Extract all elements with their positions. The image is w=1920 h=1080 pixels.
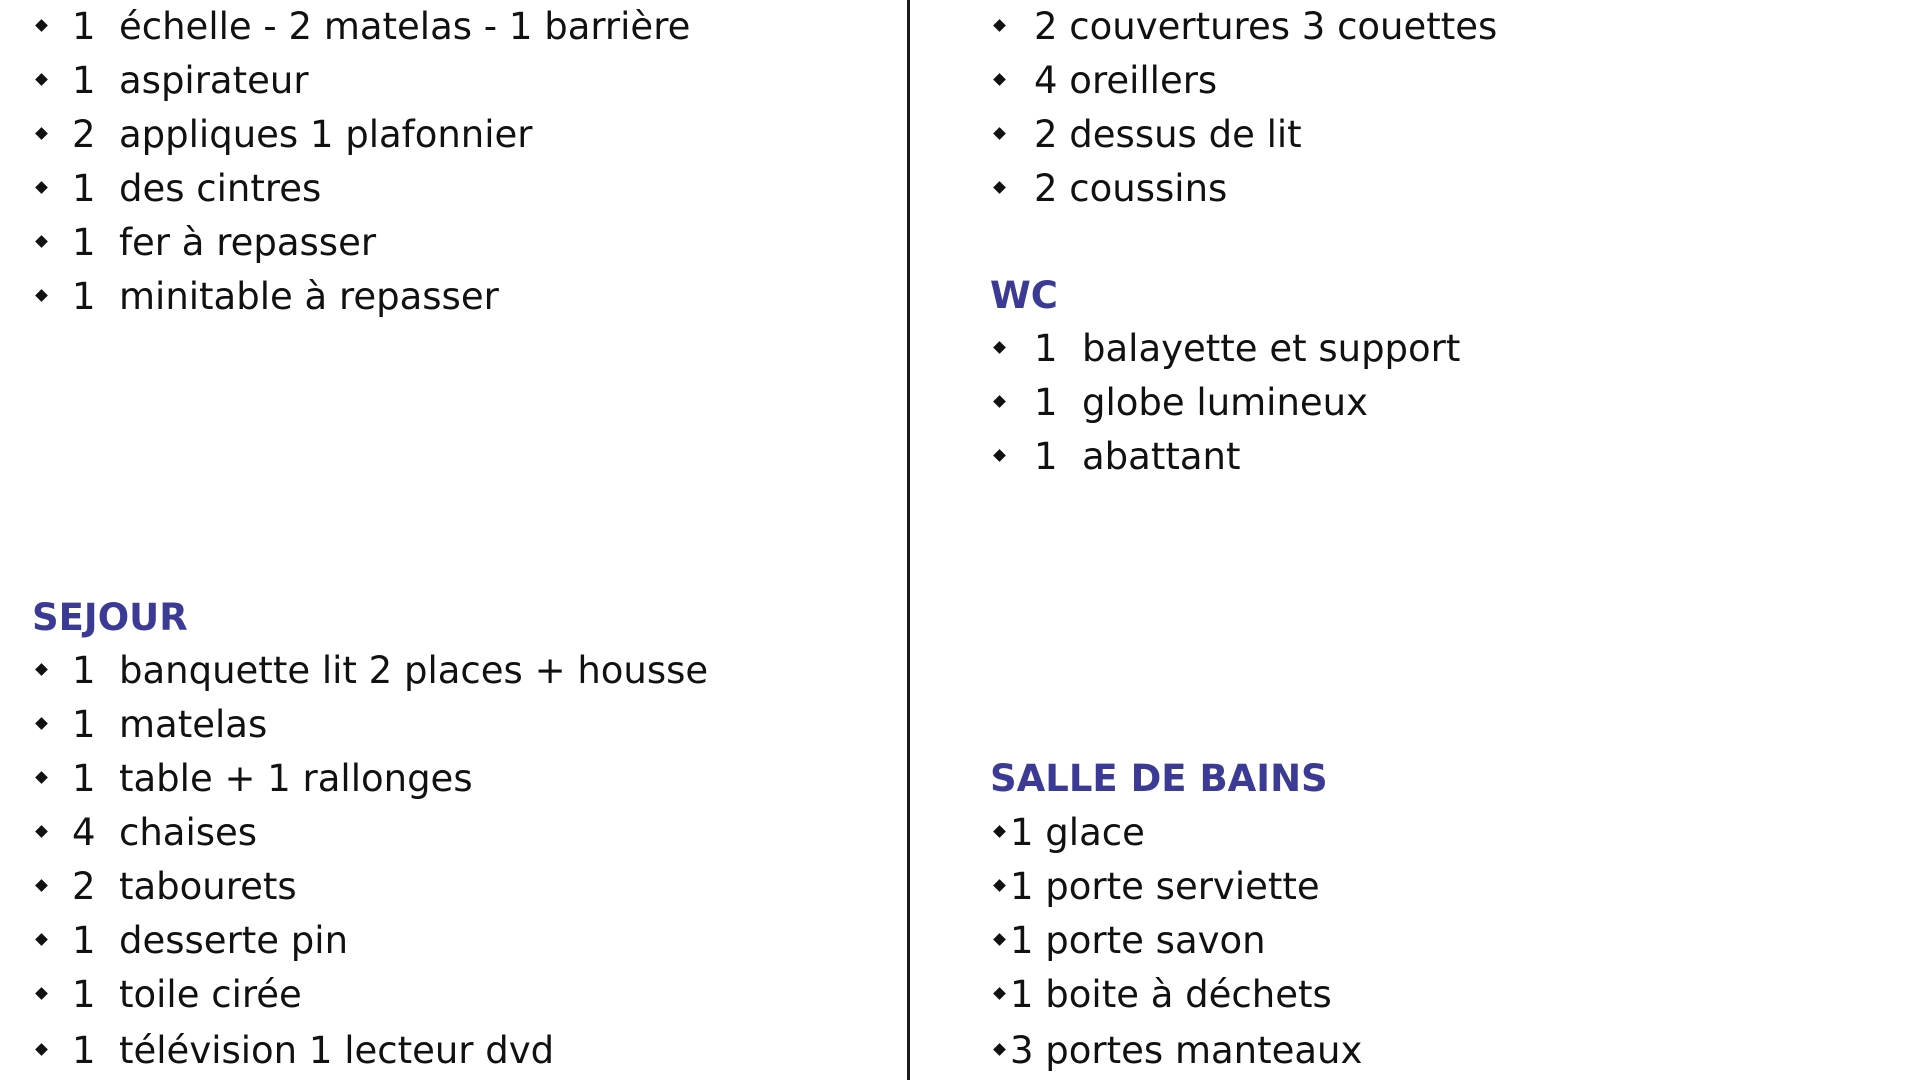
diamond-bullet-icon (990, 914, 1010, 968)
item-quantity: 2 (72, 865, 96, 908)
section-heading-salle-de-bains: SALLE DE BAINS (990, 757, 1328, 800)
item-label: 2 couvertures 3 couettes (1034, 5, 1498, 48)
item-label: fer à repasser (119, 221, 377, 264)
item-quantity: 1 (72, 221, 96, 264)
item-label: des cintres (119, 167, 322, 210)
diamond-bullet-icon (990, 376, 1010, 430)
diamond-bullet-icon (32, 0, 52, 54)
item-label: 2 coussins (1034, 167, 1228, 210)
diamond-bullet-icon (990, 108, 1010, 162)
section-heading-sejour: SEJOUR (32, 596, 188, 639)
diamond-bullet-icon (32, 968, 52, 1022)
item-label: 1 porte serviette (1010, 865, 1320, 908)
diamond-bullet-icon (990, 860, 1010, 914)
item-quantity: 1 (1034, 435, 1058, 478)
diamond-bullet-icon (990, 162, 1010, 216)
item-label: abattant (1082, 435, 1241, 478)
item-label: 2 dessus de lit (1034, 113, 1302, 156)
item-label: tabourets (119, 865, 297, 908)
diamond-bullet-icon (990, 0, 1010, 54)
item-quantity: 1 (72, 649, 96, 692)
item-label: 1 boite à déchets (1010, 973, 1332, 1016)
diamond-bullet-icon (32, 698, 52, 752)
diamond-bullet-icon (32, 270, 52, 324)
diamond-bullet-icon (32, 1024, 52, 1078)
item-label: balayette et support (1082, 327, 1461, 370)
item-label: 3 portes manteaux (1010, 1029, 1363, 1072)
section-heading-wc: WC (990, 274, 1058, 317)
item-label: minitable à repasser (119, 275, 499, 318)
diamond-bullet-icon (32, 806, 52, 860)
diamond-bullet-icon (32, 108, 52, 162)
item-label: toile cirée (119, 973, 302, 1016)
item-quantity: 1 (72, 973, 96, 1016)
diamond-bullet-icon (990, 1024, 1010, 1078)
item-label: globe lumineux (1082, 381, 1369, 424)
item-label: échelle - 2 matelas - 1 barrière (119, 5, 691, 48)
item-label: chaises (119, 811, 258, 854)
item-quantity: 2 (72, 113, 96, 156)
diamond-bullet-icon (32, 216, 52, 270)
item-quantity: 1 (72, 1029, 96, 1072)
diamond-bullet-icon (32, 54, 52, 108)
diamond-bullet-icon (32, 860, 52, 914)
diamond-bullet-icon (990, 430, 1010, 484)
item-label: matelas (119, 703, 268, 746)
item-label: banquette lit 2 places + housse (119, 649, 709, 692)
diamond-bullet-icon (32, 914, 52, 968)
diamond-bullet-icon (990, 54, 1010, 108)
item-label: table + 1 rallonges (119, 757, 473, 800)
item-label: 4 oreillers (1034, 59, 1218, 102)
diamond-bullet-icon (990, 806, 1010, 860)
item-label: appliques 1 plafonnier (119, 113, 533, 156)
item-quantity: 1 (72, 919, 96, 962)
diamond-bullet-icon (990, 968, 1010, 1022)
item-label: télévision 1 lecteur dvd (119, 1029, 555, 1072)
item-label: aspirateur (119, 59, 309, 102)
item-label: 1 glace (1010, 811, 1145, 854)
diamond-bullet-icon (32, 644, 52, 698)
item-quantity: 1 (1034, 327, 1058, 370)
item-label: 1 porte savon (1010, 919, 1266, 962)
item-quantity: 1 (72, 703, 96, 746)
item-quantity: 1 (1034, 381, 1058, 424)
column-divider (907, 0, 910, 1080)
item-label: desserte pin (119, 919, 349, 962)
item-quantity: 4 (72, 811, 96, 854)
item-quantity: 1 (72, 167, 96, 210)
item-quantity: 1 (72, 757, 96, 800)
item-quantity: 1 (72, 275, 96, 318)
diamond-bullet-icon (32, 162, 52, 216)
item-quantity: 1 (72, 5, 96, 48)
diamond-bullet-icon (990, 322, 1010, 376)
item-quantity: 1 (72, 59, 96, 102)
diamond-bullet-icon (32, 752, 52, 806)
